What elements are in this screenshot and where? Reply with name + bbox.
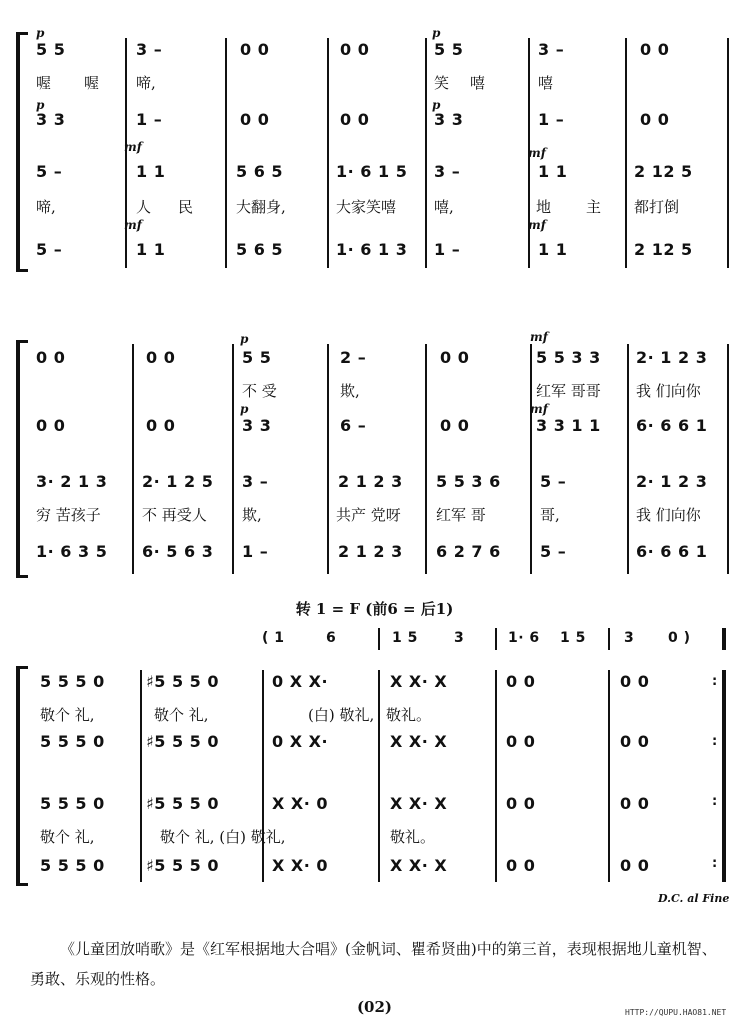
system-brace	[16, 666, 20, 886]
measure: 0 0	[340, 40, 370, 59]
measure: 0 0	[640, 110, 670, 129]
lyric: 大翻身,	[236, 198, 286, 216]
lyric: 啼,	[136, 74, 156, 92]
dynamic-mf: mf	[530, 330, 548, 344]
measure: 6 –	[340, 416, 367, 435]
measure: 3	[624, 630, 635, 646]
measure: 0 0	[640, 40, 670, 59]
measure: 1 1	[538, 240, 568, 259]
staff-line	[0, 240, 749, 264]
measure: 6· 6 6 1	[636, 542, 708, 561]
lyric: 大家笑嘻	[336, 198, 397, 216]
measure: 5 –	[540, 542, 567, 561]
dynamic-mf: mf	[124, 140, 142, 154]
lyric: 笑	[434, 74, 450, 92]
measure: 1· 6 1 5	[336, 162, 408, 181]
measure: 1 1	[538, 162, 568, 181]
measure: 5 –	[540, 472, 567, 491]
lyric: 敬个 礼, (白) 敬礼,	[160, 828, 286, 846]
measure: 2· 1 2 3	[636, 348, 708, 367]
measure: 0 0	[506, 672, 536, 691]
lyrics-line	[0, 380, 749, 400]
lyric: 主	[586, 198, 602, 216]
measure: 5 5	[434, 40, 464, 59]
staff-line	[0, 732, 749, 756]
measure: 3 3	[36, 110, 66, 129]
lyrics-line	[0, 504, 749, 524]
measure: 0 0	[36, 348, 66, 367]
measure: 5 6 5	[236, 162, 284, 181]
measure: X X· X	[390, 732, 448, 751]
key-change-label: 转 1 = F (前6 = 后1)	[295, 600, 454, 618]
measure: 6 2 7 6	[436, 542, 501, 561]
measure: 0 0	[620, 856, 650, 875]
staff-line	[0, 794, 749, 818]
measure: 3 –	[136, 40, 163, 59]
measure: 0 0	[620, 732, 650, 751]
measure: 5 5	[36, 40, 66, 59]
measure: 0 0	[506, 856, 536, 875]
lyric: 人	[136, 198, 152, 216]
measure: ( 1	[262, 630, 285, 646]
measure: 6· 6 6 1	[636, 416, 708, 435]
measure: 2 –	[340, 348, 367, 367]
measure: X X· 0	[272, 856, 329, 875]
measure: 5 5 5 0	[40, 794, 105, 813]
measure: 0 0	[506, 794, 536, 813]
dynamic-p: p	[36, 98, 45, 112]
measure: 1 1	[136, 240, 166, 259]
lyrics-line	[0, 196, 749, 216]
measure: 5 5 5 0	[40, 856, 105, 875]
staff-line	[0, 162, 749, 186]
lyric: 地	[536, 198, 552, 216]
lyric: (白) 敬礼,	[308, 706, 375, 724]
measure: 5 5 5 0	[40, 672, 105, 691]
measure: 0 0	[240, 110, 270, 129]
measure: 1· 6	[508, 630, 540, 646]
lyric: 啼,	[36, 198, 56, 216]
measure: ♯5 5 5 0	[146, 794, 219, 813]
measure: 3 –	[434, 162, 461, 181]
measure: X X· X	[390, 794, 448, 813]
lyrics-line	[0, 704, 749, 724]
dynamic-mf: mf	[528, 218, 546, 232]
dynamic-p: p	[36, 26, 45, 40]
measure: 0 )	[668, 630, 691, 646]
score-system-2	[0, 330, 749, 580]
lyric: 不 受	[242, 382, 277, 400]
lyric: 共产 党呀	[336, 506, 401, 524]
measure: 1· 6 1 3	[336, 240, 408, 259]
measure: 0 0	[340, 110, 370, 129]
lyric: 嘻,	[434, 198, 454, 216]
intro-line	[0, 630, 749, 654]
measure: 6	[326, 630, 337, 646]
measure: 3 –	[538, 40, 565, 59]
measure: X X· X	[390, 672, 448, 691]
measure: ♯5 5 5 0	[146, 732, 219, 751]
measure: 5 6 5	[236, 240, 284, 259]
measure: 3 3	[434, 110, 464, 129]
measure: 3· 2 1 3	[36, 472, 108, 491]
dynamic-p: p	[240, 402, 249, 416]
measure: 3 3 1 1	[536, 416, 601, 435]
staff-line	[0, 472, 749, 496]
measure: 1 1	[136, 162, 166, 181]
score-system-1	[0, 22, 749, 272]
staff-line	[0, 416, 749, 440]
lyric: 喔	[36, 74, 52, 92]
measure: 5 5 3 3	[536, 348, 601, 367]
measure: 0 X X·	[272, 732, 329, 751]
measure: 0 0	[36, 416, 66, 435]
lyric: 敬礼。	[386, 706, 432, 724]
lyric: 我 们向你	[636, 506, 701, 524]
measure: 0 0	[620, 672, 650, 691]
lyric: 嘻	[470, 74, 486, 92]
measure: 2· 1 2 5	[142, 472, 214, 491]
lyric: 穷 苦孩子	[36, 506, 101, 524]
lyric: 敬个 礼,	[154, 706, 209, 724]
measure: 1 –	[434, 240, 461, 259]
measure: X X· X	[390, 856, 448, 875]
dynamic-mf: mf	[528, 146, 546, 160]
measure: 5 5 5 0	[40, 732, 105, 751]
measure: 0 0	[440, 348, 470, 367]
lyric: 敬礼。	[390, 828, 436, 846]
measure: 0 0	[506, 732, 536, 751]
lyric: 不 再受人	[142, 506, 207, 524]
lyric: 红军 哥哥	[536, 382, 601, 400]
measure: 3 –	[242, 472, 269, 491]
dynamic-mf: mf	[124, 218, 142, 232]
measure: 0 0	[440, 416, 470, 435]
measure: 5 –	[36, 162, 63, 181]
measure: 2 1 2 3	[338, 542, 403, 561]
lyric: 嘻	[538, 74, 554, 92]
measure: 5 5	[242, 348, 272, 367]
measure: ♯5 5 5 0	[146, 672, 219, 691]
lyric: 哥,	[540, 506, 560, 524]
staff-line	[0, 856, 749, 880]
watermark: HTTP://QUPU.HAO81.NET	[625, 1008, 727, 1017]
lyric: 红军 哥	[436, 506, 486, 524]
measure: 0 0	[620, 794, 650, 813]
page-number: (02)	[356, 998, 393, 1016]
measure: 0 0	[146, 416, 176, 435]
lyric: 喔	[84, 74, 100, 92]
measure: 2 12 5	[634, 162, 693, 181]
measure: 3 3	[242, 416, 272, 435]
description-paragraph: 《儿童团放哨歌》是《红军根据地大合唱》(金帆词、瞿希贤曲)中的第三首，表现根据地儿童机智、勇敢、乐观的性格。	[30, 940, 717, 988]
lyric: 我 们向你	[636, 382, 701, 400]
lyric: 敬个 礼,	[40, 706, 95, 724]
score-system-3: : : : : 5 5 5 0 ♯5 5 5 0 0 X X· X X· X 0 0 0 0 敬个 礼, 敬个 礼, (白) 敬礼, 敬礼。 5 5 5 0 ♯5 5 5 0 0 X X· X X· X 0 0 0 0 5 5 5 0 ♯5 5 5 0 X X· 0 X X· X 0 0 0 0 敬个 礼, 敬个 礼, (白) 敬礼, 敬礼。 5 5 5 0 ♯5 5 5 0 X X· 0 X X· X 0 0 0 0	[0, 660, 749, 890]
measure: 6· 5 6 3	[142, 542, 214, 561]
measure: 3	[454, 630, 465, 646]
measure: 5 –	[36, 240, 63, 259]
measure: 2· 1 2 3	[636, 472, 708, 491]
staff-line	[0, 40, 749, 64]
measure: 1 –	[538, 110, 565, 129]
lyric: 欺,	[242, 506, 262, 524]
dynamic-p: p	[240, 332, 249, 346]
dc-al-fine-marking: D.C. al Fine	[658, 892, 730, 905]
system-brace	[16, 32, 20, 272]
lyric: 都打倒	[634, 198, 680, 216]
measure: 0 X X·	[272, 672, 329, 691]
staff-line	[0, 348, 749, 372]
measure: 2 1 2 3	[338, 472, 403, 491]
lyrics-line	[0, 826, 749, 846]
lyrics-line	[0, 72, 749, 92]
staff-line	[0, 672, 749, 696]
lyric: 欺,	[340, 382, 360, 400]
measure: 2 12 5	[634, 240, 693, 259]
measure: 1 5	[560, 630, 586, 646]
measure: 0 0	[240, 40, 270, 59]
dynamic-p: p	[432, 98, 441, 112]
dynamic-mf: mf	[530, 402, 548, 416]
measure: 1 5	[392, 630, 418, 646]
measure: 1· 6 3 5	[36, 542, 108, 561]
measure: 1 –	[242, 542, 269, 561]
staff-line	[0, 542, 749, 566]
measure: 0 0	[146, 348, 176, 367]
staff-line	[0, 110, 749, 134]
measure: X X· 0	[272, 794, 329, 813]
measure: 1 –	[136, 110, 163, 129]
measure: 5 5 3 6	[436, 472, 501, 491]
lyric: 敬个 礼,	[40, 828, 95, 846]
lyric: 民	[178, 198, 194, 216]
dynamic-p: p	[432, 26, 441, 40]
measure: ♯5 5 5 0	[146, 856, 219, 875]
